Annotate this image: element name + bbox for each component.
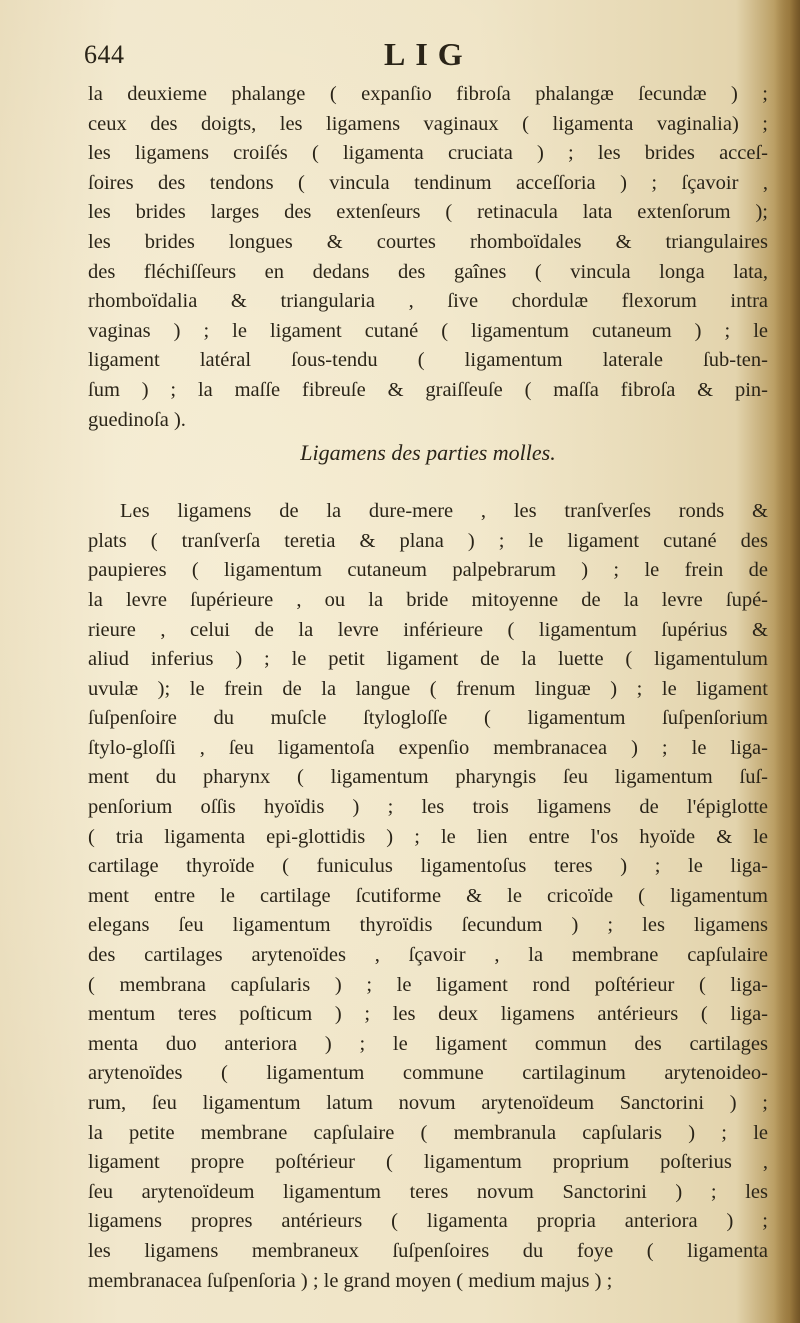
text-line: rhomboïdalia & triangularia , ſive chordulæ flexorum intra (88, 290, 768, 313)
page-header (84, 36, 774, 80)
spacer (88, 469, 768, 497)
text-line: ( tria ligamenta epi-glottidis ) ; le lien entre l'os hyoïde & le (88, 825, 768, 848)
section-heading: Ligamens des parties molles. (300, 440, 556, 466)
text-line: ceux des doigts, les ligamens vaginaux ( ligamenta vaginalia) ; (88, 112, 768, 135)
text-line: ſoires des tendons ( vincula tendinum acceſſoria ) ; ſçavoir , (88, 171, 768, 194)
text-line: la levre ſupérieure , ou la bride mitoyenne de la levre ſupé- (88, 588, 768, 611)
text-line: elegans ſeu ligamentum thyroïdis ſecundum ) ; les ligamens (88, 914, 768, 937)
text-line: rieure , celui de la levre inférieure ( ligamentum ſupérius & (88, 618, 768, 641)
running-head: LIG (384, 36, 473, 72)
text-line: les brides longues & courtes rhomboïdales & triangulaires (88, 230, 768, 253)
text-line: ligament latéral ſous-tendu ( ligamentum laterale ſub-ten- (88, 349, 768, 372)
paragraph-soft-tissue-ligaments (88, 497, 768, 1296)
text-line: ligamens propres antérieurs ( ligamenta propria anteriora ) ; (88, 1210, 768, 1233)
page-number: 644 (84, 40, 125, 69)
text-line: ſum ) ; la maſſe fibreuſe & graiſſeuſe ( maſſa fibroſa & pin- (88, 378, 768, 401)
text-line: la deuxieme phalange ( expanſio fibroſa phalangæ ſecundæ ) ; (88, 83, 768, 105)
text-line: les brides larges des extenſeurs ( retinacula lata extenſorum ); (88, 201, 768, 224)
text-line: penſorium oſſis hyoïdis ) ; les trois ligamens de l'épiglotte (88, 796, 768, 819)
text-line: Les ligamens de la dure-mere , les tranſverſes ronds & (120, 500, 768, 523)
text-line: guedinoſa ). (88, 408, 186, 431)
text-line: ( membrana capſularis ) ; le ligament rond poſtérieur ( liga- (88, 973, 768, 996)
text-line: rum, ſeu ligamentum latum novum arytenoïdeum Sanctorini ) ; (88, 1092, 768, 1114)
text-line: ſtylo-gloſſi , ſeu ligamentoſa expenſio membranacea ) ; le liga- (88, 736, 768, 759)
text-line: plats ( tranſverſa teretia & plana ) ; le ligament cutané des (88, 529, 768, 552)
paragraph-continuation (88, 80, 768, 435)
body-text (88, 80, 768, 1296)
text-line: ment entre le cartilage ſcutiforme & le cricoïde ( ligamentum (88, 884, 768, 907)
text-line: la petite membrane capſulaire ( membranula capſularis ) ; le (88, 1121, 768, 1144)
text-line: les ligamens membraneux ſuſpenſoires du foye ( ligamenta (88, 1239, 768, 1262)
text-line: arytenoïdes ( ligamentum commune cartilaginum arytenoideo- (88, 1062, 768, 1085)
text-line: les ligamens croiſés ( ligamenta cruciata ) ; les brides acceſ- (88, 142, 768, 165)
text-line: ment du pharynx ( ligamentum pharyngis ſeu ligamentum ſuſ- (88, 766, 768, 789)
page-gutter-shadow (774, 0, 800, 1323)
text-line: des cartilages arytenoïdes , ſçavoir , la membrane capſulaire (88, 944, 768, 967)
text-line: vaginas ) ; le ligament cutané ( ligamentum cutaneum ) ; le (88, 319, 768, 342)
text-line: uvulæ ); le frein de la langue ( frenum linguæ ) ; le ligament (88, 677, 768, 700)
text-line: mentum teres poſticum ) ; les deux ligamens antérieurs ( liga- (88, 1003, 768, 1026)
text-line: paupieres ( ligamentum cutaneum palpebrarum ) ; le frein de (88, 559, 768, 582)
text-line: des fléchiſſeurs en dedans des gaînes ( vincula longa lata, (88, 260, 768, 283)
text-line: ſuſpenſoire du muſcle ſtylogloſſe ( ligamentum ſuſpenſorium (88, 707, 768, 730)
text-line: membranacea ſuſpenſoria ) ; le grand moyen ( medium majus ) ; (88, 1269, 613, 1292)
text-line: cartilage thyroïde ( funiculus ligamentoſus teres ) ; le liga- (88, 855, 768, 878)
text-line: ſeu arytenoïdeum ligamentum teres novum Sanctorini ) ; les (88, 1180, 768, 1203)
text-line: aliud inferius ) ; le petit ligament de la luette ( ligamentulum (88, 648, 768, 671)
text-line: menta duo anteriora ) ; le ligament commun des cartilages (88, 1032, 768, 1055)
text-line: ligament propre poſtérieur ( ligamentum proprium poſterius , (88, 1151, 768, 1174)
